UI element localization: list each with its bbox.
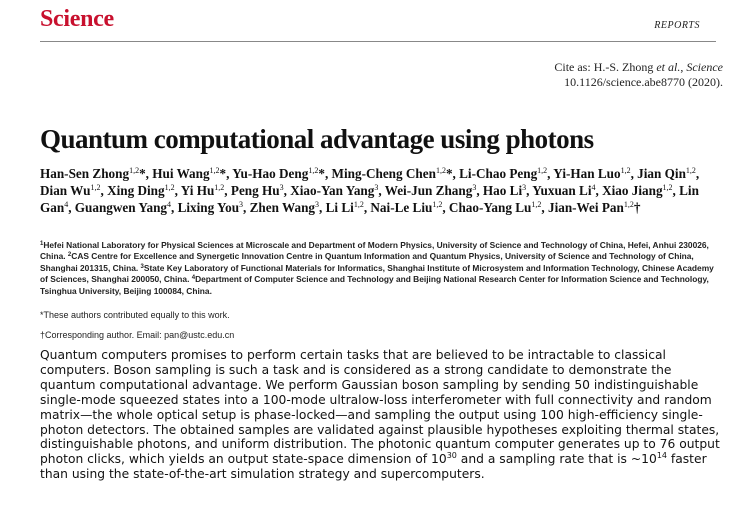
author: [250, 200, 319, 215]
author-affiliation-mark: 4: [64, 200, 69, 210]
author-affiliation-mark: 3: [472, 183, 477, 193]
author: [40, 166, 146, 181]
author: [178, 200, 243, 215]
author-affiliation-mark: 3: [279, 183, 284, 193]
author-affiliation-mark: 3: [522, 183, 527, 193]
author-affiliation-mark: 1,2: [432, 200, 443, 210]
header-divider: [40, 41, 716, 42]
author-list: Han-Sen Zhong$^{1,2}$*, Hui Wang$^{1,2}$*, Yu-Hao Deng$^{1,2}$*, Ming-Cheng Chen$^{1,2}$*, Li-Chao Peng$^{1,2}$, Yi-Han Luo$^{1,2}$, Jian Qin$^{1,2}$, Dian Wu$^{1,2}$, Xing Ding$^{1,2}$, Yi Hu$^{1,2}$, Peng Hu$^3$, Xiao-Yan Yang$^3$, Wei-Jun Zhang$^3$, Hao Li$^3$, Yuxuan Li$^4$, Xiao Jiang$^{1,2}$, Lin Gan$^4$, Guangwen Yang$^4$, Lixing You$^3$, Zhen Wang$^3$, Li Li$^{1,2}$, Nai-Le Liu$^{1,2}$, Chao-Yang Lu$^{1,2}$, Jian-Wei Pan$^{1,2}$†: [40, 166, 700, 216]
author-name: Xiao-Yan Yang: [290, 183, 375, 199]
author: [40, 183, 100, 198]
affiliation-text: Hefei National Laboratory for Physical Sciences at Microscale and Department of Modern Physics, University of Science and Technology of China, Hefei, Anhui 230026, China.: [40, 240, 709, 262]
author-affiliation-mark: 1,2: [308, 166, 319, 175]
author-name: Lin Gan: [40, 183, 699, 216]
abstract: [40, 348, 720, 482]
abstract-text-2: and a sampling rate that is ~10: [456, 452, 657, 467]
citation-line-1: [554, 60, 723, 75]
author: [548, 200, 640, 215]
affiliation-text: CAS Centre for Excellence and Synergetic Innovation Centre in Quantum Information and Quantum Physics, University of Science and Technology of China, Shanghai 201315, China.: [40, 251, 694, 273]
author-affiliation-mark: 1,2: [353, 200, 364, 210]
affiliation-number: 2: [67, 252, 72, 259]
author-affiliation-mark: 3: [315, 200, 319, 210]
author-affiliation-mark: 4: [591, 183, 596, 193]
abstract-text-3: faster than using the state-of-the-art simulation strategy and supercomputers.: [40, 452, 707, 482]
author-name: Yi-Han Luo: [553, 166, 621, 181]
author-affiliation-mark: 1,2: [90, 183, 101, 193]
author-affiliation-mark: 1,2: [435, 166, 446, 175]
author-note-mark: *: [445, 166, 453, 181]
author-affiliation-mark: 1,2: [662, 183, 673, 193]
author-affiliation-mark: 4: [167, 200, 171, 210]
author-affiliation-mark: 1,2: [531, 200, 542, 210]
author-note-mark: †: [633, 200, 641, 216]
author: [326, 200, 364, 215]
citation-prefix: Cite as: H.-S. Zhong: [554, 60, 657, 74]
author: [152, 166, 226, 181]
affiliation-number: 4: [191, 275, 196, 282]
author: [553, 166, 630, 181]
author-affiliation-mark: 1,2: [685, 166, 696, 175]
author-name: Guangwen Yang: [74, 200, 167, 216]
author: [602, 183, 672, 198]
author-name: Jian Qin: [637, 166, 686, 181]
affiliation-text: State Key Laboratory of Functional Materials for Informatics, Shanghai Institute of Microsystem and Information Technology, Chinese Academy of Sciences, Shanghai 200050, China.: [40, 262, 714, 285]
author: [483, 183, 526, 198]
citation-doi[interactable]: 10.1126/science.abe8770 (2020).: [564, 75, 723, 89]
author-affiliation-mark: 1,2: [623, 200, 634, 210]
author: [449, 200, 541, 215]
author-affiliation-mark: 3: [239, 200, 244, 210]
author-affiliation-mark: 1,2: [214, 183, 225, 193]
author: [332, 166, 453, 181]
citation: [554, 60, 723, 90]
author-name: Xiao Jiang: [602, 183, 663, 199]
author-note-mark: *: [219, 166, 227, 181]
affiliations: [40, 240, 722, 297]
paper-title: Quantum computational advantage using photons: [40, 124, 594, 154]
author-name: Hui Wang: [152, 166, 210, 181]
author-name: Yi Hu: [180, 183, 215, 199]
author-name: Jian-Wei Pan: [547, 200, 624, 216]
author: [532, 183, 595, 198]
author: [75, 200, 171, 215]
affiliation-text: Department of Computer Science and Technology and Beijing National Research Center for Information Science and Technology, Tsinghua University, Beijing 100084, China.: [40, 274, 709, 296]
abstract-exponent-2: 14: [656, 451, 667, 461]
author-name: Hao Li: [482, 183, 523, 199]
author-name: Xing Ding: [107, 183, 165, 199]
author-name: Peng Hu: [230, 183, 280, 199]
author-name: Yu-Hao Deng: [232, 166, 309, 181]
author-note-mark: *: [318, 166, 325, 181]
author-name: Li-Chao Peng: [459, 166, 538, 181]
author: [637, 166, 696, 181]
author-name: Yuxuan Li: [532, 183, 592, 199]
author-name: Li Li: [325, 200, 354, 216]
author-name: Han-Sen Zhong: [40, 166, 130, 181]
author: [232, 166, 325, 181]
citation-sep: ,: [680, 60, 687, 74]
abstract-exponent-1: 30: [446, 451, 457, 461]
section-label: REPORTS: [654, 20, 700, 31]
author: [459, 166, 547, 181]
author-affiliation-mark: 1,2: [537, 166, 548, 175]
corresponding-author-note: †Corresponding author. Email: pan@ustc.edu.cn: [40, 330, 235, 340]
author-name: Zhen Wang: [249, 200, 315, 216]
author-name: Chao-Yang Lu: [448, 200, 532, 216]
author-name: Lixing You: [177, 200, 240, 216]
journal-logo[interactable]: Science: [40, 6, 114, 32]
author-affiliation-mark: 3: [374, 183, 379, 193]
author-affiliation-mark: 1,2: [620, 166, 631, 175]
author: [290, 183, 378, 198]
author-name: Nai-Le Liu: [370, 200, 433, 216]
author-affiliation-mark: 1,2: [129, 166, 140, 175]
affiliation-number: 1: [40, 241, 44, 247]
author-name: Ming-Cheng Chen: [331, 166, 436, 181]
affiliation-number: 3: [140, 263, 144, 270]
author-name: Dian Wu: [40, 183, 91, 199]
author-affiliation-mark: 1,2: [209, 166, 220, 175]
author: [107, 183, 175, 198]
citation-etal: et al.: [656, 60, 681, 74]
author: [370, 200, 442, 215]
author-name: Wei-Jun Zhang: [384, 183, 473, 199]
equal-contribution-note: *These authors contributed equally to this work.: [40, 310, 230, 320]
author: [385, 183, 477, 198]
citation-journal: Science: [686, 60, 723, 74]
author-affiliation-mark: 1,2: [164, 183, 175, 193]
author: [231, 183, 284, 198]
abstract-text-1: Quantum computers promises to perform certain tasks that are believed to be intractable to classical computers. Boson sampling is such a task and is considered as a strong candidate to demonstrate the quantum computational advantage. We perform Gaussian boson sampling by sending 50 indistinguishable single-mode squeezed states into a 100-mode ultralow-loss interferometer with full connectivity and random matrix—the whole optical setup is phase-locked—and sampling the output using 100 high-efficiency single-photon detectors. The obtained samples are validated against plausible hypotheses exploiting thermal states, distinguishable photons, and uniform distribution. The photonic quantum computer generates up to 76 output photon clicks, which yields an output state-space dimension of 10: [40, 348, 720, 467]
author-note-mark: *: [139, 166, 146, 181]
author: [181, 183, 225, 198]
